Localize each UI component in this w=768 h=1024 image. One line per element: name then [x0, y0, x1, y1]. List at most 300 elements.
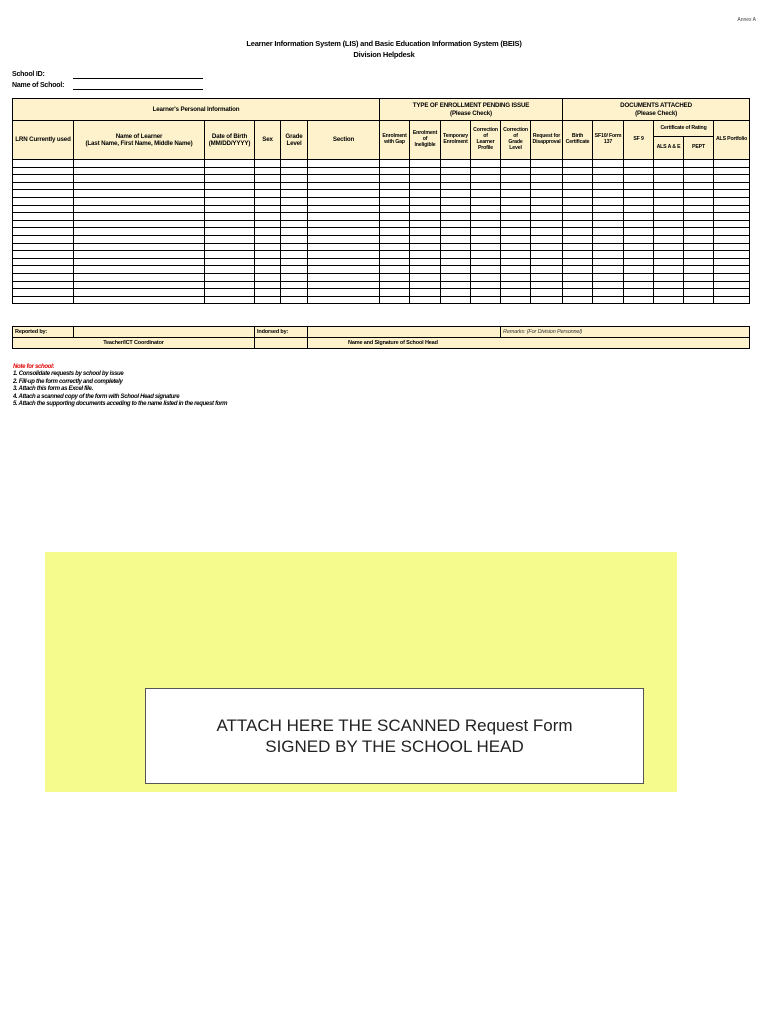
table-cell[interactable]	[205, 205, 255, 213]
table-cell[interactable]	[624, 243, 654, 251]
table-cell[interactable]	[531, 251, 563, 259]
table-cell[interactable]	[308, 220, 380, 228]
table-cell[interactable]	[471, 205, 501, 213]
table-cell[interactable]	[654, 175, 684, 183]
table-cell[interactable]	[13, 266, 74, 274]
table-cell[interactable]	[471, 190, 501, 198]
table-cell[interactable]	[624, 182, 654, 190]
table-cell[interactable]	[380, 251, 410, 259]
table-cell[interactable]	[531, 289, 563, 297]
table-cell[interactable]	[654, 190, 684, 198]
table-cell[interactable]	[281, 281, 308, 289]
table-cell[interactable]	[624, 160, 654, 168]
table-cell[interactable]	[255, 205, 281, 213]
table-cell[interactable]	[308, 160, 380, 168]
table-cell[interactable]	[13, 182, 74, 190]
table-cell[interactable]	[410, 160, 441, 168]
table-cell[interactable]	[13, 296, 74, 304]
table-cell[interactable]	[308, 296, 380, 304]
table-cell[interactable]	[501, 213, 531, 221]
table-cell[interactable]	[714, 289, 750, 297]
table-cell[interactable]	[714, 266, 750, 274]
table-cell[interactable]	[441, 160, 471, 168]
table-cell[interactable]	[531, 273, 563, 281]
table-cell[interactable]	[255, 190, 281, 198]
table-cell[interactable]	[593, 213, 624, 221]
table-cell[interactable]	[380, 197, 410, 205]
table-cell[interactable]	[380, 228, 410, 236]
table-cell[interactable]	[654, 160, 684, 168]
table-cell[interactable]	[714, 160, 750, 168]
table-cell[interactable]	[380, 220, 410, 228]
table-cell[interactable]	[563, 182, 593, 190]
table-cell[interactable]	[593, 228, 624, 236]
table-cell[interactable]	[410, 289, 441, 297]
table-cell[interactable]	[501, 182, 531, 190]
table-cell[interactable]	[205, 289, 255, 297]
table-cell[interactable]	[654, 220, 684, 228]
table-cell[interactable]	[624, 197, 654, 205]
table-cell[interactable]	[441, 182, 471, 190]
table-cell[interactable]	[255, 289, 281, 297]
table-cell[interactable]	[380, 160, 410, 168]
table-cell[interactable]	[308, 281, 380, 289]
table-cell[interactable]	[410, 258, 441, 266]
table-cell[interactable]	[531, 190, 563, 198]
table-cell[interactable]	[684, 243, 714, 251]
table-cell[interactable]	[531, 220, 563, 228]
table-cell[interactable]	[714, 175, 750, 183]
table-cell[interactable]	[531, 160, 563, 168]
table-cell[interactable]	[471, 213, 501, 221]
table-cell[interactable]	[654, 182, 684, 190]
table-cell[interactable]	[684, 235, 714, 243]
table-cell[interactable]	[624, 281, 654, 289]
table-cell[interactable]	[410, 205, 441, 213]
table-cell[interactable]	[281, 197, 308, 205]
table-cell[interactable]	[501, 205, 531, 213]
table-cell[interactable]	[531, 228, 563, 236]
table-cell[interactable]	[563, 220, 593, 228]
table-cell[interactable]	[441, 228, 471, 236]
table-cell[interactable]	[281, 296, 308, 304]
table-cell[interactable]	[410, 281, 441, 289]
table-cell[interactable]	[308, 258, 380, 266]
table-cell[interactable]	[74, 289, 205, 297]
table-cell[interactable]	[74, 296, 205, 304]
table-cell[interactable]	[74, 228, 205, 236]
table-cell[interactable]	[563, 175, 593, 183]
table-cell[interactable]	[13, 213, 74, 221]
table-cell[interactable]	[471, 235, 501, 243]
table-cell[interactable]	[281, 182, 308, 190]
table-cell[interactable]	[410, 175, 441, 183]
table-cell[interactable]	[531, 182, 563, 190]
table-cell[interactable]	[471, 160, 501, 168]
table-cell[interactable]	[410, 182, 441, 190]
table-cell[interactable]	[471, 251, 501, 259]
table-cell[interactable]	[593, 258, 624, 266]
table-cell[interactable]	[74, 266, 205, 274]
table-cell[interactable]	[74, 243, 205, 251]
table-cell[interactable]	[205, 235, 255, 243]
table-cell[interactable]	[308, 228, 380, 236]
table-cell[interactable]	[501, 273, 531, 281]
table-cell[interactable]	[471, 167, 501, 175]
table-cell[interactable]	[654, 251, 684, 259]
table-cell[interactable]	[684, 190, 714, 198]
table-cell[interactable]	[654, 296, 684, 304]
table-cell[interactable]	[255, 281, 281, 289]
table-cell[interactable]	[74, 182, 205, 190]
table-cell[interactable]	[501, 235, 531, 243]
table-cell[interactable]	[205, 213, 255, 221]
table-cell[interactable]	[714, 258, 750, 266]
table-cell[interactable]	[205, 167, 255, 175]
table-cell[interactable]	[684, 296, 714, 304]
table-cell[interactable]	[255, 167, 281, 175]
table-cell[interactable]	[74, 205, 205, 213]
table-cell[interactable]	[624, 289, 654, 297]
table-cell[interactable]	[654, 228, 684, 236]
table-cell[interactable]	[13, 228, 74, 236]
table-cell[interactable]	[471, 220, 501, 228]
table-cell[interactable]	[410, 296, 441, 304]
table-cell[interactable]	[624, 190, 654, 198]
table-cell[interactable]	[308, 205, 380, 213]
table-cell[interactable]	[624, 251, 654, 259]
table-cell[interactable]	[624, 205, 654, 213]
table-cell[interactable]	[471, 197, 501, 205]
table-cell[interactable]	[441, 243, 471, 251]
table-cell[interactable]	[501, 289, 531, 297]
table-cell[interactable]	[563, 228, 593, 236]
table-cell[interactable]	[654, 289, 684, 297]
table-cell[interactable]	[593, 197, 624, 205]
table-cell[interactable]	[74, 273, 205, 281]
table-cell[interactable]	[205, 266, 255, 274]
table-cell[interactable]	[74, 235, 205, 243]
table-cell[interactable]	[593, 235, 624, 243]
table-cell[interactable]	[410, 251, 441, 259]
table-cell[interactable]	[593, 251, 624, 259]
table-cell[interactable]	[471, 273, 501, 281]
table-cell[interactable]	[624, 266, 654, 274]
table-cell[interactable]	[501, 190, 531, 198]
table-cell[interactable]	[380, 296, 410, 304]
table-cell[interactable]	[501, 266, 531, 274]
table-cell[interactable]	[593, 175, 624, 183]
table-cell[interactable]	[471, 258, 501, 266]
table-cell[interactable]	[205, 175, 255, 183]
table-cell[interactable]	[13, 281, 74, 289]
table-cell[interactable]	[281, 251, 308, 259]
table-cell[interactable]	[281, 167, 308, 175]
table-cell[interactable]	[441, 167, 471, 175]
table-cell[interactable]	[714, 243, 750, 251]
table-cell[interactable]	[654, 213, 684, 221]
table-cell[interactable]	[205, 182, 255, 190]
table-cell[interactable]	[281, 213, 308, 221]
table-cell[interactable]	[471, 228, 501, 236]
table-cell[interactable]	[624, 220, 654, 228]
table-cell[interactable]	[255, 296, 281, 304]
table-cell[interactable]	[205, 197, 255, 205]
table-cell[interactable]	[531, 175, 563, 183]
table-cell[interactable]	[501, 228, 531, 236]
table-cell[interactable]	[714, 213, 750, 221]
table-cell[interactable]	[531, 266, 563, 274]
table-cell[interactable]	[563, 160, 593, 168]
table-cell[interactable]	[205, 190, 255, 198]
table-cell[interactable]	[531, 258, 563, 266]
table-cell[interactable]	[624, 175, 654, 183]
table-cell[interactable]	[205, 273, 255, 281]
table-cell[interactable]	[714, 220, 750, 228]
table-cell[interactable]	[255, 258, 281, 266]
table-cell[interactable]	[684, 289, 714, 297]
table-cell[interactable]	[13, 273, 74, 281]
table-cell[interactable]	[714, 205, 750, 213]
table-cell[interactable]	[684, 220, 714, 228]
table-cell[interactable]	[471, 289, 501, 297]
table-cell[interactable]	[13, 205, 74, 213]
table-cell[interactable]	[308, 190, 380, 198]
school-id-field[interactable]	[73, 78, 203, 79]
table-cell[interactable]	[593, 190, 624, 198]
table-cell[interactable]	[205, 251, 255, 259]
table-cell[interactable]	[308, 251, 380, 259]
table-cell[interactable]	[205, 228, 255, 236]
table-cell[interactable]	[563, 167, 593, 175]
table-cell[interactable]	[308, 167, 380, 175]
table-cell[interactable]	[441, 220, 471, 228]
table-cell[interactable]	[281, 205, 308, 213]
table-cell[interactable]	[563, 235, 593, 243]
table-cell[interactable]	[441, 273, 471, 281]
table-cell[interactable]	[684, 213, 714, 221]
table-cell[interactable]	[624, 258, 654, 266]
table-cell[interactable]	[684, 182, 714, 190]
table-cell[interactable]	[308, 235, 380, 243]
table-cell[interactable]	[74, 251, 205, 259]
table-cell[interactable]	[654, 243, 684, 251]
table-cell[interactable]	[441, 190, 471, 198]
table-cell[interactable]	[74, 258, 205, 266]
table-cell[interactable]	[205, 258, 255, 266]
table-cell[interactable]	[563, 266, 593, 274]
table-cell[interactable]	[684, 266, 714, 274]
table-cell[interactable]	[471, 281, 501, 289]
table-cell[interactable]	[531, 281, 563, 289]
table-cell[interactable]	[684, 281, 714, 289]
table-cell[interactable]	[255, 182, 281, 190]
table-cell[interactable]	[563, 296, 593, 304]
table-cell[interactable]	[255, 175, 281, 183]
table-cell[interactable]	[654, 235, 684, 243]
table-cell[interactable]	[563, 258, 593, 266]
attach-box[interactable]	[145, 688, 644, 784]
table-cell[interactable]	[714, 251, 750, 259]
table-cell[interactable]	[74, 220, 205, 228]
table-cell[interactable]	[624, 167, 654, 175]
table-cell[interactable]	[563, 243, 593, 251]
table-cell[interactable]	[281, 235, 308, 243]
table-cell[interactable]	[684, 205, 714, 213]
table-cell[interactable]	[255, 251, 281, 259]
table-cell[interactable]	[593, 266, 624, 274]
table-cell[interactable]	[563, 205, 593, 213]
table-cell[interactable]	[410, 273, 441, 281]
table-cell[interactable]	[410, 167, 441, 175]
table-cell[interactable]	[684, 167, 714, 175]
table-cell[interactable]	[410, 190, 441, 198]
table-cell[interactable]	[684, 273, 714, 281]
table-cell[interactable]	[714, 273, 750, 281]
table-cell[interactable]	[501, 197, 531, 205]
reported-by-field[interactable]	[74, 327, 255, 338]
table-cell[interactable]	[593, 167, 624, 175]
table-cell[interactable]	[13, 190, 74, 198]
table-cell[interactable]	[441, 266, 471, 274]
table-cell[interactable]	[74, 281, 205, 289]
table-cell[interactable]	[714, 281, 750, 289]
table-cell[interactable]	[501, 296, 531, 304]
table-cell[interactable]	[281, 190, 308, 198]
table-cell[interactable]	[74, 197, 205, 205]
table-cell[interactable]	[593, 289, 624, 297]
table-cell[interactable]	[410, 266, 441, 274]
table-cell[interactable]	[281, 273, 308, 281]
table-cell[interactable]	[205, 281, 255, 289]
table-cell[interactable]	[441, 175, 471, 183]
table-cell[interactable]	[684, 197, 714, 205]
table-cell[interactable]	[255, 243, 281, 251]
table-cell[interactable]	[410, 213, 441, 221]
table-cell[interactable]	[501, 281, 531, 289]
table-cell[interactable]	[255, 235, 281, 243]
table-cell[interactable]	[471, 243, 501, 251]
table-cell[interactable]	[441, 258, 471, 266]
table-cell[interactable]	[654, 281, 684, 289]
table-cell[interactable]	[380, 167, 410, 175]
table-cell[interactable]	[624, 273, 654, 281]
table-cell[interactable]	[255, 213, 281, 221]
table-cell[interactable]	[410, 220, 441, 228]
table-cell[interactable]	[308, 266, 380, 274]
table-cell[interactable]	[13, 289, 74, 297]
table-cell[interactable]	[501, 160, 531, 168]
table-cell[interactable]	[501, 167, 531, 175]
table-cell[interactable]	[13, 251, 74, 259]
table-cell[interactable]	[531, 235, 563, 243]
table-cell[interactable]	[471, 182, 501, 190]
table-cell[interactable]	[563, 281, 593, 289]
table-cell[interactable]	[714, 235, 750, 243]
table-cell[interactable]	[714, 197, 750, 205]
table-cell[interactable]	[308, 197, 380, 205]
table-cell[interactable]	[563, 251, 593, 259]
table-cell[interactable]	[308, 273, 380, 281]
table-cell[interactable]	[531, 197, 563, 205]
table-cell[interactable]	[531, 243, 563, 251]
table-cell[interactable]	[714, 167, 750, 175]
table-cell[interactable]	[593, 273, 624, 281]
table-cell[interactable]	[624, 213, 654, 221]
table-cell[interactable]	[13, 243, 74, 251]
table-cell[interactable]	[531, 296, 563, 304]
table-cell[interactable]	[205, 220, 255, 228]
table-cell[interactable]	[684, 251, 714, 259]
table-cell[interactable]	[13, 220, 74, 228]
table-cell[interactable]	[281, 220, 308, 228]
table-cell[interactable]	[441, 205, 471, 213]
table-cell[interactable]	[74, 167, 205, 175]
table-cell[interactable]	[441, 296, 471, 304]
table-cell[interactable]	[308, 213, 380, 221]
table-cell[interactable]	[714, 190, 750, 198]
table-cell[interactable]	[593, 160, 624, 168]
table-cell[interactable]	[531, 213, 563, 221]
table-cell[interactable]	[308, 175, 380, 183]
table-cell[interactable]	[684, 160, 714, 168]
table-cell[interactable]	[380, 266, 410, 274]
table-cell[interactable]	[593, 296, 624, 304]
table-cell[interactable]	[380, 175, 410, 183]
table-cell[interactable]	[255, 273, 281, 281]
table-cell[interactable]	[654, 273, 684, 281]
table-cell[interactable]	[654, 258, 684, 266]
school-name-field[interactable]	[73, 89, 203, 90]
table-cell[interactable]	[531, 205, 563, 213]
table-cell[interactable]	[308, 289, 380, 297]
table-cell[interactable]	[255, 197, 281, 205]
table-cell[interactable]	[308, 182, 380, 190]
table-cell[interactable]	[380, 243, 410, 251]
table-cell[interactable]	[74, 175, 205, 183]
table-cell[interactable]	[593, 205, 624, 213]
table-cell[interactable]	[714, 182, 750, 190]
table-cell[interactable]	[441, 235, 471, 243]
table-cell[interactable]	[624, 235, 654, 243]
table-cell[interactable]	[380, 190, 410, 198]
table-cell[interactable]	[380, 205, 410, 213]
table-cell[interactable]	[714, 228, 750, 236]
table-cell[interactable]	[13, 167, 74, 175]
table-cell[interactable]	[410, 197, 441, 205]
table-cell[interactable]	[563, 190, 593, 198]
table-cell[interactable]	[380, 235, 410, 243]
table-cell[interactable]	[441, 213, 471, 221]
table-cell[interactable]	[410, 228, 441, 236]
table-cell[interactable]	[471, 175, 501, 183]
table-cell[interactable]	[501, 243, 531, 251]
table-cell[interactable]	[410, 243, 441, 251]
table-cell[interactable]	[281, 243, 308, 251]
table-cell[interactable]	[380, 289, 410, 297]
table-cell[interactable]	[531, 167, 563, 175]
table-cell[interactable]	[714, 296, 750, 304]
table-cell[interactable]	[380, 258, 410, 266]
table-cell[interactable]	[410, 235, 441, 243]
table-cell[interactable]	[684, 228, 714, 236]
table-cell[interactable]	[471, 266, 501, 274]
indorsed-by-field[interactable]	[308, 327, 501, 338]
table-cell[interactable]	[380, 281, 410, 289]
table-cell[interactable]	[255, 228, 281, 236]
table-cell[interactable]	[563, 273, 593, 281]
table-cell[interactable]	[74, 213, 205, 221]
